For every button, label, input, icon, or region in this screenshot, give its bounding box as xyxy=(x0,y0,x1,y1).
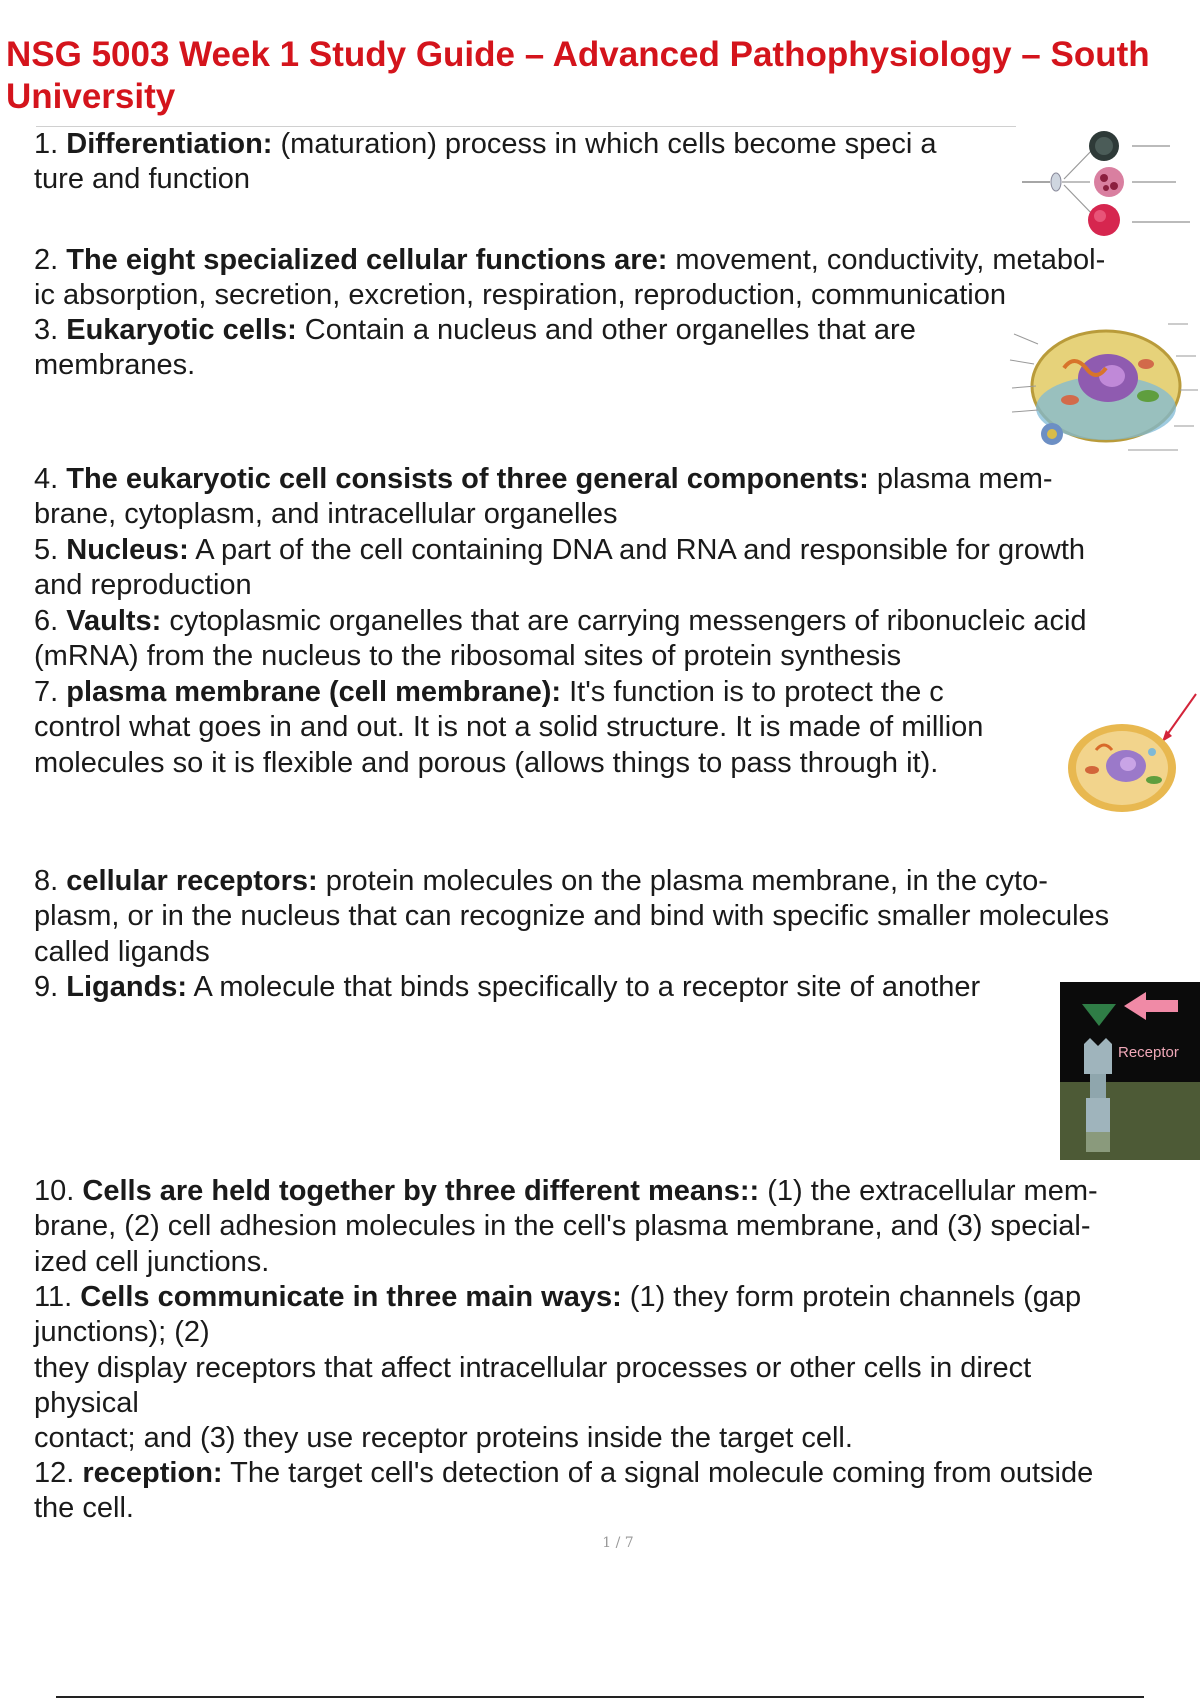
footer-rule xyxy=(56,1696,1144,1698)
list-item: 12. reception: The target cell's detection of a signal molecule coming from outside the cell. xyxy=(34,1457,1094,1525)
eukaryotic-cell-figure xyxy=(1008,316,1198,456)
cell-differentiation-figure xyxy=(1020,124,1200,240)
page-number: 1 / 7 xyxy=(602,1535,634,1551)
list-item: 7. plasma membrane (cell membrane): It's function is to protect the c control what goes in and out. It is not a solid structure. It is made of million molecules so it is flexible and porous (allows things to pass through it). xyxy=(34,676,984,779)
page-title: NSG 5003 Week 1 Study Guide – Advanced Pathophysiology – South University xyxy=(6,35,1150,116)
plasma-membrane-figure xyxy=(1062,690,1200,820)
list-item: 10. Cells are held together by three different means:: (1) the extracellular mem- brane, (2) cell adhesion molecules in the cell's plasma membrane, and (3) special- ized cell junctions. xyxy=(34,1175,1098,1278)
ligand-receptor-figure xyxy=(1060,982,1200,1160)
list-item: 8. cellular receptors: protein molecules on the plasma membrane, in the cyto- plasm, or in the nucleus that can recognize and bind with specific smaller molecules called ligands xyxy=(34,865,1110,968)
list-item: 1. Differentiation: (maturation) process in which cells become speci a ture and function xyxy=(34,128,937,196)
list-item: 11. Cells communicate in three main ways: (1) they form protein channels (gap junctions); (2) they display receptors that affect intracellular processes or other cells in direct physical contact; and (3) they use receptor proteins inside the target cell. xyxy=(34,1281,1082,1455)
list-item: 5. Nucleus: A part of the cell containing DNA and RNA and responsible for growth and reproduction xyxy=(34,534,1086,602)
list-item: 3. Eukaryotic cells: Contain a nucleus and other organelles that are membranes. xyxy=(34,314,916,382)
list-item: 2. The eight specialized cellular functions are: movement, conductivity, metabol- ic absorption, secretion, excretion, respiration, reproduction, communication xyxy=(34,244,1106,312)
list-item: 9. Ligands: A molecule that binds specifically to a receptor site of another xyxy=(34,971,981,1003)
receptor-label: Receptor xyxy=(1118,1044,1179,1061)
list-item: 6. Vaults: cytoplasmic organelles that are carrying messengers of ribonucleic acid (mRNA) from the nucleus to the ribosomal sites of protein synthesis xyxy=(34,605,1087,673)
list-item: 4. The eukaryotic cell consists of three general components: plasma mem- brane, cytoplasm, and intracellular organelles xyxy=(34,463,1053,531)
